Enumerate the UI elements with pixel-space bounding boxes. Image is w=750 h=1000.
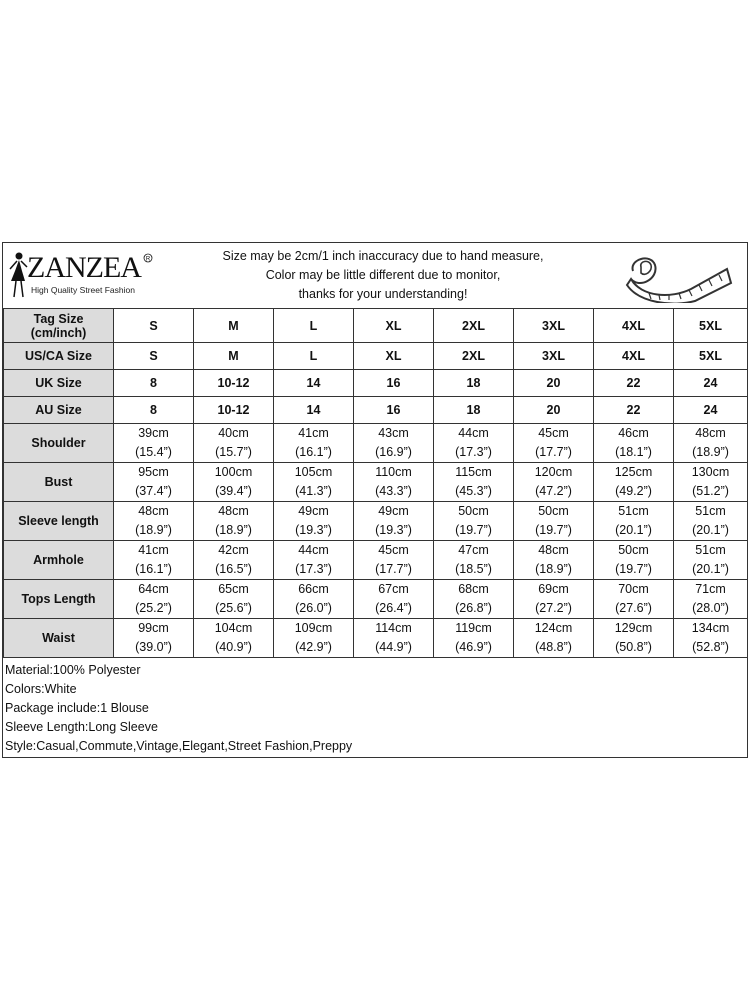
measurement-cell <box>594 463 674 502</box>
measurement-cell <box>434 541 514 580</box>
size-cell: 18 <box>434 397 514 424</box>
measurement-cell <box>674 424 748 463</box>
cm-value: 45cm <box>538 426 569 440</box>
measurement-cell <box>674 619 748 658</box>
inch-value: (19.3”) <box>295 523 332 537</box>
inch-value: (17.7”) <box>375 562 412 576</box>
cm-value: 50cm <box>458 504 489 518</box>
measurement-row <box>4 619 748 658</box>
size-cell: 10-12 <box>194 397 274 424</box>
measurement-cell <box>354 580 434 619</box>
measurement-cell <box>194 424 274 463</box>
size-cell: 8 <box>114 370 194 397</box>
inch-value: (41.3”) <box>295 484 332 498</box>
inch-value: (47.2”) <box>535 484 572 498</box>
size-cell: 22 <box>594 397 674 424</box>
measurement-cell <box>114 580 194 619</box>
row-label: UK Size <box>4 370 114 397</box>
svg-text:R: R <box>145 256 151 263</box>
inch-value: (51.2”) <box>692 484 729 498</box>
inch-value: (48.8”) <box>535 640 572 654</box>
inch-value: (16.9”) <box>375 445 412 459</box>
cm-value: 71cm <box>695 582 726 596</box>
row-label: Bust <box>4 463 114 502</box>
size-cell: 14 <box>274 370 354 397</box>
size-cell: 8 <box>114 397 194 424</box>
cm-value: 44cm <box>458 426 489 440</box>
size-chart-sheet <box>2 242 748 758</box>
inch-value: (45.3”) <box>455 484 492 498</box>
measurement-cell <box>434 619 514 658</box>
detail-sleeve-length: Sleeve Length:Long Sleeve <box>5 720 158 734</box>
cm-value: 124cm <box>534 621 573 635</box>
measurement-row <box>4 424 748 463</box>
size-cell: 10-12 <box>194 370 274 397</box>
size-cell: 20 <box>514 370 594 397</box>
size-cell: XL <box>354 343 434 370</box>
cm-value: 51cm <box>618 504 649 518</box>
measurement-cell <box>594 619 674 658</box>
measurement-cell <box>194 580 274 619</box>
inch-value: (19.7”) <box>455 523 492 537</box>
notice-line: Color may be little different due to monitor, <box>265 268 501 282</box>
cm-value: 50cm <box>538 504 569 518</box>
header-band <box>3 243 747 309</box>
inch-value: (19.3”) <box>375 523 412 537</box>
detail-package: Package include:1 Blouse <box>5 701 149 715</box>
measurement-cell <box>514 463 594 502</box>
size-cell: 2XL <box>434 343 514 370</box>
cm-value: 41cm <box>298 426 329 440</box>
cm-value: 51cm <box>695 543 726 557</box>
inch-value: (25.6”) <box>215 601 252 615</box>
tape-measure-icon <box>621 249 733 303</box>
inch-value: (17.3”) <box>455 445 492 459</box>
cm-value: 104cm <box>214 621 253 635</box>
inch-value: (16.5”) <box>215 562 252 576</box>
cm-value: 69cm <box>538 582 569 596</box>
size-cell: L <box>274 343 354 370</box>
inch-value: (15.4”) <box>135 445 172 459</box>
tag-size-row <box>4 309 748 343</box>
brand-logo <box>3 247 163 303</box>
inch-value: (20.1”) <box>692 523 729 537</box>
size-cell: 3XL <box>514 309 594 343</box>
measurement-cell <box>274 580 354 619</box>
cm-value: 49cm <box>378 504 409 518</box>
row-label: Sleeve length <box>4 502 114 541</box>
cm-value: 129cm <box>614 621 653 635</box>
cm-value: 115cm <box>455 465 492 479</box>
inch-value: (42.9”) <box>295 640 332 654</box>
inch-value: (26.4”) <box>375 601 412 615</box>
cm-value: 48cm <box>218 504 249 518</box>
inch-value: (20.1”) <box>615 523 652 537</box>
measurement-cell <box>434 424 514 463</box>
measurement-cell <box>274 463 354 502</box>
cm-value: 125cm <box>614 465 653 479</box>
measurement-cell <box>354 463 434 502</box>
row-label: US/CA Size <box>4 343 114 370</box>
measurement-notice <box>193 247 573 304</box>
row-label: Waist <box>4 619 114 658</box>
measurement-cell <box>354 619 434 658</box>
cm-value: 120cm <box>534 465 573 479</box>
inch-value: (18.1”) <box>615 445 652 459</box>
measurement-cell <box>354 541 434 580</box>
size-cell: L <box>274 309 354 343</box>
brand-tagline: High Quality Street Fashion <box>31 285 135 295</box>
cm-value: 70cm <box>618 582 649 596</box>
inch-value: (26.0”) <box>295 601 332 615</box>
cm-value: 67cm <box>378 582 409 596</box>
size-cell: 24 <box>674 370 748 397</box>
inch-value: (39.4”) <box>215 484 252 498</box>
inch-value: (19.7”) <box>615 562 652 576</box>
cm-value: 99cm <box>138 621 169 635</box>
size-cell: 3XL <box>514 343 594 370</box>
cm-value: 43cm <box>378 426 409 440</box>
cm-value: 95cm <box>138 465 169 479</box>
tag-size-header <box>4 309 114 343</box>
measurement-row <box>4 580 748 619</box>
cm-value: 42cm <box>218 543 249 557</box>
measurement-cell <box>274 424 354 463</box>
size-cell: 2XL <box>434 309 514 343</box>
measurement-cell <box>594 541 674 580</box>
measurement-cell <box>274 619 354 658</box>
cm-value: 48cm <box>538 543 569 557</box>
inch-value: (16.1”) <box>295 445 332 459</box>
notice-line: Size may be 2cm/1 inch inaccuracy due to hand measure, <box>222 249 544 263</box>
inch-value: (25.2”) <box>135 601 172 615</box>
size-cell: 4XL <box>594 309 674 343</box>
inch-value: (26.8”) <box>455 601 492 615</box>
measurement-cell <box>514 424 594 463</box>
cm-value: 48cm <box>138 504 169 518</box>
measurement-cell <box>674 463 748 502</box>
measurement-cell <box>674 502 748 541</box>
cm-value: 46cm <box>618 426 649 440</box>
cm-value: 64cm <box>138 582 169 596</box>
measurement-cell <box>194 502 274 541</box>
measurement-cell <box>594 580 674 619</box>
cm-value: 130cm <box>691 465 730 479</box>
row-label: Armhole <box>4 541 114 580</box>
row-label: Tops Length <box>4 580 114 619</box>
inch-value: (18.9”) <box>535 562 572 576</box>
measurement-cell <box>194 541 274 580</box>
measurement-cell <box>594 424 674 463</box>
inch-value: (17.3”) <box>295 562 332 576</box>
inch-value: (37.4”) <box>135 484 172 498</box>
inch-value: (28.0”) <box>692 601 729 615</box>
cm-value: 41cm <box>138 543 169 557</box>
inch-value: (17.7”) <box>535 445 572 459</box>
size-cell: 16 <box>354 370 434 397</box>
measurement-cell <box>114 619 194 658</box>
measurement-cell <box>514 619 594 658</box>
brand-name: ZANZEA <box>27 251 141 284</box>
cm-value: 114cm <box>375 621 412 635</box>
inch-value: (27.6”) <box>615 601 652 615</box>
inch-value: (44.9”) <box>375 640 412 654</box>
inch-value: (18.9”) <box>692 445 729 459</box>
size-cell: 22 <box>594 370 674 397</box>
product-details <box>3 661 749 756</box>
inch-value: (50.8”) <box>615 640 652 654</box>
measurement-cell <box>354 424 434 463</box>
cm-value: 68cm <box>458 582 489 596</box>
cm-value: 119cm <box>455 621 492 635</box>
size-cell: 14 <box>274 397 354 424</box>
row-label: Shoulder <box>4 424 114 463</box>
cm-value: 134cm <box>691 621 730 635</box>
size-cell: S <box>114 343 194 370</box>
size-cell: 16 <box>354 397 434 424</box>
size-cell: M <box>194 309 274 343</box>
measurement-cell <box>114 541 194 580</box>
measurement-cell <box>514 580 594 619</box>
inch-value: (49.2”) <box>615 484 652 498</box>
size-conversion-row <box>4 343 748 370</box>
cm-value: 66cm <box>298 582 329 596</box>
measurement-cell <box>514 502 594 541</box>
measurement-cell <box>274 502 354 541</box>
measurement-cell <box>194 619 274 658</box>
cm-value: 100cm <box>214 465 253 479</box>
size-cell: M <box>194 343 274 370</box>
inch-value: (20.1”) <box>692 562 729 576</box>
measurement-cell <box>114 424 194 463</box>
measurement-cell <box>274 541 354 580</box>
size-conversion-row <box>4 397 748 424</box>
size-cell: XL <box>354 309 434 343</box>
inch-value: (39.0”) <box>135 640 172 654</box>
inch-value: (19.7”) <box>535 523 572 537</box>
measurement-row <box>4 463 748 502</box>
measurement-cell <box>434 580 514 619</box>
row-label: AU Size <box>4 397 114 424</box>
measurement-cell <box>514 541 594 580</box>
measurement-cell <box>114 463 194 502</box>
detail-material: Material:100% Polyester <box>5 663 141 677</box>
measurement-row <box>4 541 748 580</box>
cm-value: 105cm <box>294 465 333 479</box>
inch-value: (52.8”) <box>692 640 729 654</box>
inch-value: (43.3”) <box>375 484 412 498</box>
cm-value: 45cm <box>378 543 409 557</box>
measurement-cell <box>434 463 514 502</box>
cm-value: 65cm <box>218 582 249 596</box>
size-cell: 18 <box>434 370 514 397</box>
inch-value: (18.5”) <box>455 562 492 576</box>
detail-colors: Colors:White <box>5 682 77 696</box>
inch-value: (18.9”) <box>135 523 172 537</box>
measurement-cell <box>674 541 748 580</box>
cm-value: 48cm <box>695 426 726 440</box>
cm-value: 50cm <box>618 543 649 557</box>
size-cell: 20 <box>514 397 594 424</box>
measurement-cell <box>194 463 274 502</box>
size-cell: 5XL <box>674 309 748 343</box>
cm-value: 110cm <box>375 465 412 479</box>
fashion-girl-icon <box>7 251 29 301</box>
measurement-cell <box>594 502 674 541</box>
cm-value: 51cm <box>695 504 726 518</box>
measurement-cell <box>434 502 514 541</box>
inch-value: (27.2”) <box>535 601 572 615</box>
measurement-cell <box>354 502 434 541</box>
measurement-cell <box>114 502 194 541</box>
registered-icon <box>143 253 153 263</box>
cm-value: 47cm <box>458 543 489 557</box>
inch-value: (40.9”) <box>215 640 252 654</box>
measurement-row <box>4 502 748 541</box>
inch-value: (15.7”) <box>215 445 252 459</box>
size-cell: 5XL <box>674 343 748 370</box>
size-cell: 24 <box>674 397 748 424</box>
cm-value: 44cm <box>298 543 329 557</box>
notice-line: thanks for your understanding! <box>298 287 468 301</box>
inch-value: (46.9”) <box>455 640 492 654</box>
cm-value: 109cm <box>294 621 333 635</box>
tag-size-label: Tag Size <box>33 311 84 326</box>
size-conversion-row <box>4 370 748 397</box>
size-table <box>3 308 748 658</box>
tag-size-unit: (cm/inch) <box>30 325 87 340</box>
detail-style: Style:Casual,Commute,Vintage,Elegant,Street Fashion,Preppy <box>5 739 353 753</box>
size-cell: 4XL <box>594 343 674 370</box>
size-cell: S <box>114 309 194 343</box>
cm-value: 39cm <box>138 426 169 440</box>
inch-value: (16.1”) <box>135 562 172 576</box>
cm-value: 49cm <box>298 504 329 518</box>
cm-value: 40cm <box>218 426 249 440</box>
measurement-cell <box>674 580 748 619</box>
inch-value: (18.9”) <box>215 523 252 537</box>
